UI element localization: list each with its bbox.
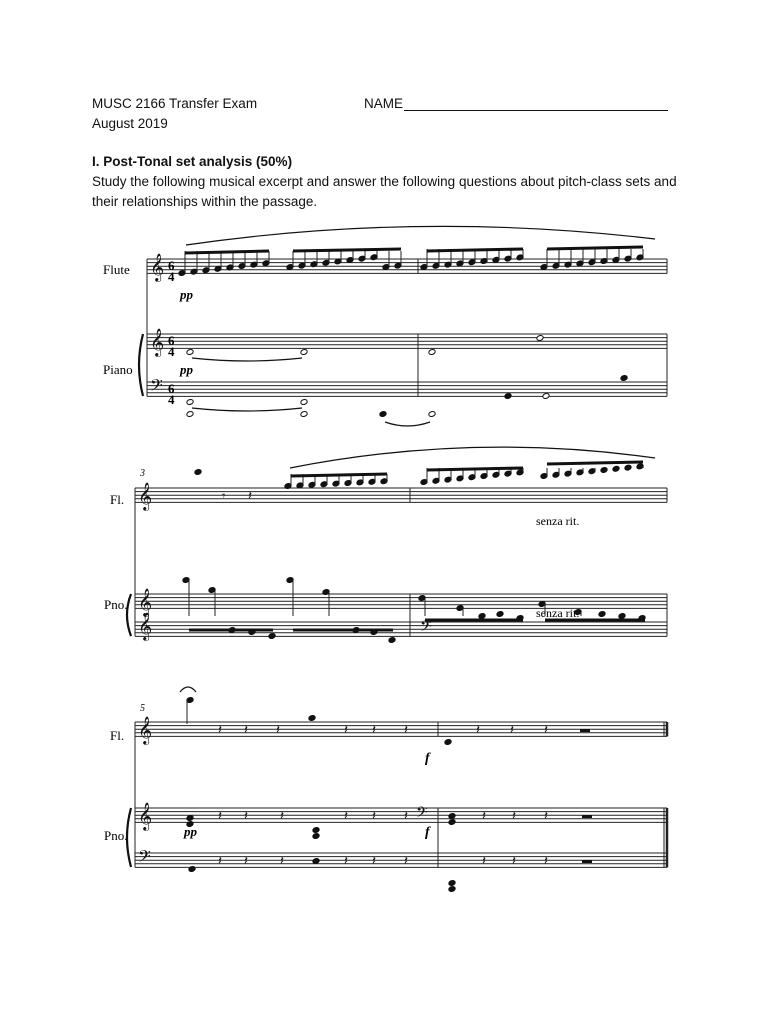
piano-eighth-note <box>188 866 196 873</box>
rest-icon: 𝄽 <box>344 723 348 738</box>
piano-half-note <box>428 411 436 418</box>
piano-tie <box>192 408 302 411</box>
piano-chord-note <box>448 819 456 826</box>
sys2-piano-brace <box>127 594 131 636</box>
sys3-piano-lh-bass-clef-icon: 𝄢 <box>138 846 151 870</box>
piano-half-note <box>186 399 194 406</box>
rest-icon: 𝄽 <box>482 854 486 869</box>
dynamic-pp-flute: pp <box>180 287 193 302</box>
flute-phrase-slur <box>186 226 655 245</box>
rest-icon: 𝄽 <box>280 854 284 869</box>
half-rest-icon <box>582 815 592 818</box>
dynamic-f-piano: f <box>425 825 430 840</box>
instrument-label-piano: Piano <box>103 362 133 377</box>
beam <box>547 247 643 249</box>
rest-icon: 𝄽 <box>218 854 222 869</box>
piano-eighth-note <box>618 613 626 620</box>
flute-slur <box>180 687 196 692</box>
section-title: I. Post-Tonal set analysis (50%) <box>92 154 293 169</box>
instrument-label-piano-short: Pno. <box>104 597 128 612</box>
rest-icon: 𝄽 <box>372 723 376 738</box>
sys2-flute-treble-clef-icon: 𝄞 <box>138 482 153 510</box>
rest-icon: 𝄽 <box>544 723 548 738</box>
piano-chord-note <box>312 833 320 840</box>
dynamic-pp-piano: pp <box>180 362 193 377</box>
rest-icon: 𝄽 <box>482 809 486 824</box>
beam <box>427 249 523 251</box>
piano-tie <box>192 358 302 361</box>
piano-rh-bass-clef-change-icon: 𝄢 <box>416 804 428 825</box>
rest-icon: 𝄽 <box>372 854 376 869</box>
exam-course-title: MUSC 2166 Transfer Exam <box>92 96 258 111</box>
beam <box>293 249 401 251</box>
rest-icon: 𝄽 <box>276 723 280 738</box>
dynamic-f-flute: f <box>425 751 430 766</box>
rest-icon: 𝄽 <box>544 854 548 869</box>
piano-lh-bass-clef-change-icon: 𝄢 <box>420 618 432 639</box>
sys2-piano-rh-treble-clef-icon: 𝄞 <box>138 588 153 616</box>
instrument-label-flute: Flute <box>103 262 130 277</box>
piano-eighth-note <box>388 637 396 644</box>
beam <box>427 468 523 470</box>
sys1-piano-brace <box>139 334 143 396</box>
time-sig-top-piano-rh: 6 <box>168 333 175 348</box>
rest-icon: 𝄽 <box>344 854 348 869</box>
time-sig-bottom-piano-rh: 4 <box>168 344 175 359</box>
rest-icon: 𝄽 <box>280 809 284 824</box>
rest-icon: 𝄾 <box>222 489 226 504</box>
beam <box>547 462 643 464</box>
instrument-label-flute-short-3: Fl. <box>110 728 125 743</box>
flute-eighth-note <box>444 739 452 746</box>
rest-icon: 𝄽 <box>476 723 480 738</box>
sys3-piano-rh-treble-clef-icon: 𝄞 <box>138 802 153 830</box>
name-label: NAME <box>364 96 404 111</box>
piano-chord-note <box>448 886 456 893</box>
piano-half-note <box>186 349 194 356</box>
instrument-label-piano-short-3: Pno. <box>104 828 128 843</box>
piano-half-note <box>428 349 436 356</box>
rest-icon: 𝄽 <box>248 489 252 504</box>
rest-icon: 𝄽 <box>404 809 408 824</box>
beam <box>185 251 269 253</box>
rest-icon: 𝄽 <box>218 809 222 824</box>
piano-quarter-note <box>504 393 512 400</box>
piano-half-note <box>186 411 194 418</box>
piano-half-note <box>300 411 308 418</box>
measure-number-5: 5 <box>140 703 145 714</box>
sys1-piano-rh-treble-clef-icon: 𝄞 <box>150 328 165 356</box>
instrument-label-flute-short: Fl. <box>110 492 125 507</box>
sys3-flute-treble-clef-icon: 𝄞 <box>138 716 153 744</box>
piano-eighth-note <box>598 611 606 618</box>
time-sig-top-flute: 6 <box>168 258 175 273</box>
rest-icon: 𝄽 <box>512 854 516 869</box>
sys3-piano-brace <box>127 808 131 867</box>
flute-eighth-note <box>194 469 202 476</box>
piano-quarter-note <box>379 411 387 418</box>
rest-icon: 𝄽 <box>544 809 548 824</box>
half-rest-icon <box>582 860 592 863</box>
time-sig-bottom-flute: 4 <box>168 269 175 284</box>
exam-date: August 2019 <box>92 116 168 131</box>
piano-half-note <box>300 399 308 406</box>
rest-icon: 𝄽 <box>404 723 408 738</box>
rest-icon: 𝄽 <box>344 809 348 824</box>
piano-eighth-note <box>478 613 486 620</box>
piano-eighth-note <box>268 633 276 640</box>
rest-icon: 𝄽 <box>244 809 248 824</box>
rest-icon: 𝄽 <box>372 809 376 824</box>
expression-senza-rit-flute: senza rit. <box>536 514 580 528</box>
rest-icon: 𝄽 <box>218 723 222 738</box>
rest-icon: 𝄽 <box>244 723 248 738</box>
piano-chord-note <box>448 880 456 887</box>
section-instructions: Study the following musical excerpt and answer the following questions about pitch-class sets and their relationships within the passage. <box>92 174 677 209</box>
sys1-flute-treble-clef-icon: 𝄞 <box>150 253 165 281</box>
piano-chord-note <box>312 827 320 834</box>
time-sig-bottom-piano-lh: 4 <box>168 392 175 407</box>
piano-eighth-note <box>496 611 504 618</box>
flute-phrase-slur <box>290 447 655 468</box>
piano-half-note <box>542 393 550 400</box>
rest-icon: 𝄽 <box>244 854 248 869</box>
rest-icon: 𝄽 <box>512 809 516 824</box>
beam <box>291 474 387 476</box>
time-sig-top-piano-lh: 6 <box>168 381 175 396</box>
sys2-piano-lh-treble-clef-icon: 𝄞 <box>138 612 153 640</box>
rest-icon: 𝄽 <box>510 723 514 738</box>
rest-icon: 𝄽 <box>404 854 408 869</box>
piano-half-note <box>536 335 544 342</box>
dynamic-pp-piano-m5: pp <box>184 824 197 839</box>
piano-slur <box>385 422 430 426</box>
piano-half-note <box>300 349 308 356</box>
expression-senza-rit-piano: senza rit. <box>536 606 580 620</box>
measure-number-3: 3 <box>140 468 145 479</box>
flute-eighth-note <box>308 715 316 722</box>
sys1-piano-lh-bass-clef-icon: 𝄢 <box>150 375 163 399</box>
piano-quarter-note <box>620 375 628 382</box>
half-rest-icon <box>580 729 590 732</box>
